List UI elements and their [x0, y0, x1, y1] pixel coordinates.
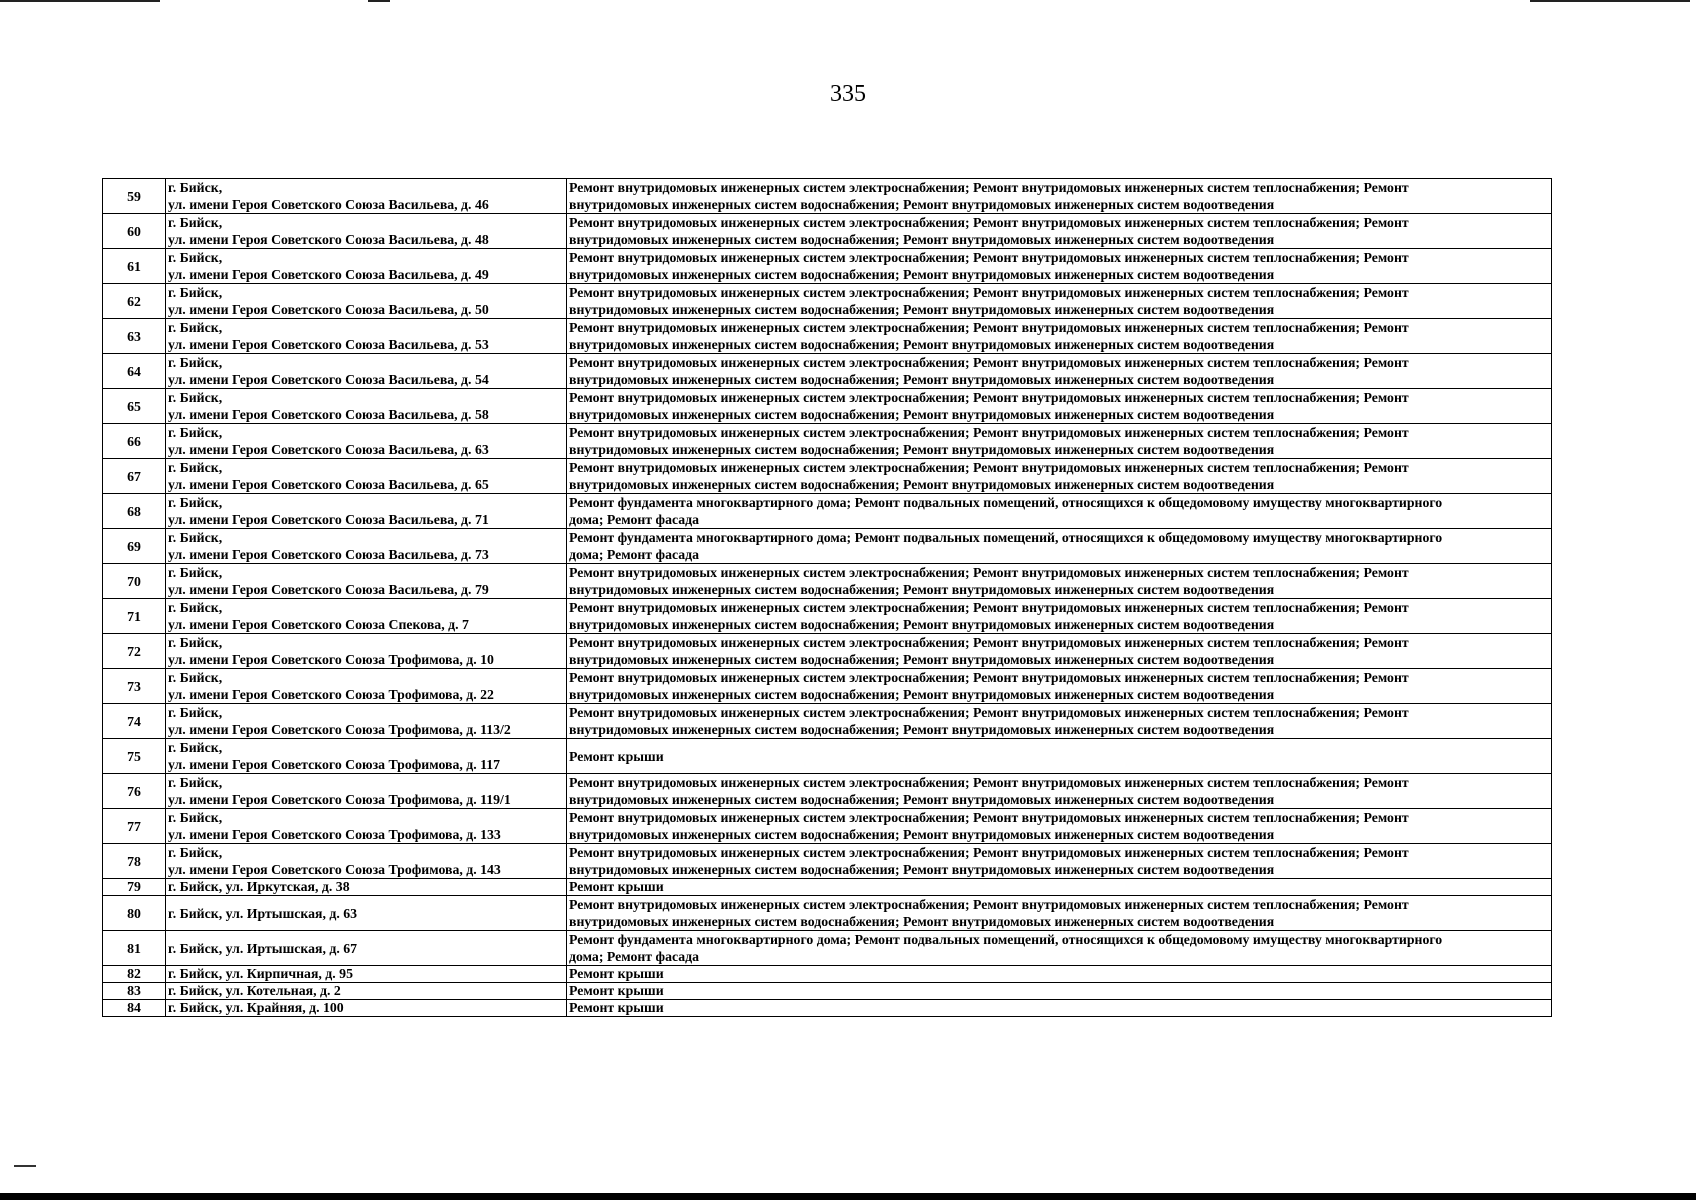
address-line-city: г. Бийск,	[168, 460, 223, 475]
repair-works-line: Ремонт внутридомовых инженерных систем электроснабжения; Ремонт внутридомовых инженерных систем теплоснабжения; Ремонт	[569, 635, 1409, 650]
repair-works-line: внутридомовых инженерных систем водоснабжения; Ремонт внутридомовых инженерных систем водоотведения	[569, 197, 1275, 212]
address-cell	[166, 896, 567, 931]
address-line-city: г. Бийск,	[168, 250, 223, 265]
repair-works-cell	[567, 214, 1552, 249]
address-line-street: ул. имени Героя Советского Союза Васильева, д. 71	[168, 512, 489, 527]
repair-works-line: внутридомовых инженерных систем водоснабжения; Ремонт внутридомовых инженерных систем водоотведения	[569, 792, 1275, 807]
row-number: 79	[103, 879, 166, 896]
repair-works-line: Ремонт внутридомовых инженерных систем электроснабжения; Ремонт внутридомовых инженерных систем теплоснабжения; Ремонт	[569, 600, 1409, 615]
repair-works-line: Ремонт внутридомовых инженерных систем электроснабжения; Ремонт внутридомовых инженерных систем теплоснабжения; Ремонт	[569, 180, 1409, 195]
repair-works-line: внутридомовых инженерных систем водоснабжения; Ремонт внутридомовых инженерных систем водоотведения	[569, 302, 1275, 317]
row-number: 81	[103, 931, 166, 966]
table-row	[103, 389, 1552, 424]
page-number: 335	[830, 81, 866, 107]
address-cell	[166, 249, 567, 284]
repair-works-line: внутридомовых инженерных систем водоснабжения; Ремонт внутридомовых инженерных систем водоотведения	[569, 407, 1275, 422]
table-row	[103, 634, 1552, 669]
row-number: 66	[103, 424, 166, 459]
table-row	[103, 879, 1552, 896]
address-cell	[166, 844, 567, 879]
repair-works-line: Ремонт внутридомовых инженерных систем электроснабжения; Ремонт внутридомовых инженерных систем теплоснабжения; Ремонт	[569, 215, 1409, 230]
address-line-street: ул. имени Героя Советского Союза Васильева, д. 48	[168, 232, 489, 247]
row-number: 80	[103, 896, 166, 931]
address-line-city: г. Бийск, ул. Иртышская, д. 67	[168, 940, 358, 956]
address-line-street: ул. имени Героя Советского Союза Васильева, д. 53	[168, 337, 489, 352]
address-line-street: ул. имени Героя Советского Союза Спекова, д. 7	[168, 617, 469, 632]
repair-works-line: внутридомовых инженерных систем водоснабжения; Ремонт внутридомовых инженерных систем водоотведения	[569, 827, 1275, 842]
address-line-city: г. Бийск,	[168, 635, 223, 650]
address-cell	[166, 1000, 567, 1017]
repair-works-line: внутридомовых инженерных систем водоснабжения; Ремонт внутридомовых инженерных систем водоотведения	[569, 442, 1275, 457]
repair-works-cell	[567, 354, 1552, 389]
repair-works-line: Ремонт внутридомовых инженерных систем электроснабжения; Ремонт внутридомовых инженерных систем теплоснабжения; Ремонт	[569, 320, 1409, 335]
repair-works-line: Ремонт внутридомовых инженерных систем электроснабжения; Ремонт внутридомовых инженерных систем теплоснабжения; Ремонт	[569, 285, 1409, 300]
row-number: 72	[103, 634, 166, 669]
address-cell	[166, 389, 567, 424]
address-line-street: ул. имени Героя Советского Союза Трофимова, д. 117	[168, 757, 501, 772]
repair-works-line: внутридомовых инженерных систем водоснабжения; Ремонт внутридомовых инженерных систем водоотведения	[569, 337, 1275, 352]
repair-works-cell	[567, 389, 1552, 424]
table-row	[103, 844, 1552, 879]
address-line-street: ул. имени Героя Советского Союза Трофимова, д. 119/1	[168, 792, 511, 807]
repair-works-cell	[567, 494, 1552, 529]
repair-works-cell	[567, 774, 1552, 809]
address-cell	[166, 529, 567, 564]
scan-edge-line	[0, 0, 160, 2]
repair-works-cell	[567, 966, 1552, 983]
repair-works-cell	[567, 809, 1552, 844]
address-cell	[166, 354, 567, 389]
row-number: 61	[103, 249, 166, 284]
repair-works-cell	[567, 424, 1552, 459]
repair-works-line: Ремонт внутридомовых инженерных систем электроснабжения; Ремонт внутридомовых инженерных систем теплоснабжения; Ремонт	[569, 355, 1409, 370]
repair-works-line: Ремонт внутридомовых инженерных систем электроснабжения; Ремонт внутридомовых инженерных систем теплоснабжения; Ремонт	[569, 775, 1409, 790]
table-row	[103, 896, 1552, 931]
address-line-city: г. Бийск, ул. Крайняя, д. 100	[168, 1000, 344, 1015]
repair-works-cell	[567, 931, 1552, 966]
repair-works-line: Ремонт внутридомовых инженерных систем электроснабжения; Ремонт внутридомовых инженерных систем теплоснабжения; Ремонт	[569, 897, 1409, 912]
address-line-street: ул. имени Героя Советского Союза Васильева, д. 65	[168, 477, 489, 492]
row-number: 65	[103, 389, 166, 424]
registry-table-body	[103, 179, 1552, 1017]
repair-works-line: Ремонт фундамента многоквартирного дома; Ремонт подвальных помещений, относящихся к общедомовому имуществу многоквартирного	[569, 530, 1443, 545]
address-line-city: г. Бийск, ул. Иркутская, д. 38	[168, 879, 350, 894]
address-cell	[166, 459, 567, 494]
row-number: 73	[103, 669, 166, 704]
repair-works-line: внутридомовых инженерных систем водоснабжения; Ремонт внутридомовых инженерных систем водоотведения	[569, 862, 1275, 877]
table-row	[103, 354, 1552, 389]
address-line-street: ул. имени Героя Советского Союза Трофимова, д. 143	[168, 862, 501, 877]
repair-works-line: Ремонт крыши	[569, 748, 664, 764]
repair-works-line: дома; Ремонт фасада	[569, 547, 700, 562]
repair-works-line: Ремонт внутридомовых инженерных систем электроснабжения; Ремонт внутридомовых инженерных систем теплоснабжения; Ремонт	[569, 565, 1409, 580]
address-cell	[166, 564, 567, 599]
table-row	[103, 249, 1552, 284]
repair-works-cell	[567, 844, 1552, 879]
repair-works-line: Ремонт крыши	[569, 983, 664, 998]
table-row	[103, 739, 1552, 774]
address-cell	[166, 809, 567, 844]
table-row	[103, 529, 1552, 564]
repair-works-line: внутридомовых инженерных систем водоснабжения; Ремонт внутридомовых инженерных систем водоотведения	[569, 687, 1275, 702]
address-line-city: г. Бийск,	[168, 775, 223, 790]
row-number: 62	[103, 284, 166, 319]
repair-works-line: внутридомовых инженерных систем водоснабжения; Ремонт внутридомовых инженерных систем водоотведения	[569, 914, 1275, 929]
address-cell	[166, 634, 567, 669]
row-number: 64	[103, 354, 166, 389]
repair-works-line: Ремонт внутридомовых инженерных систем электроснабжения; Ремонт внутридомовых инженерных систем теплоснабжения; Ремонт	[569, 705, 1409, 720]
repair-works-line: Ремонт внутридомовых инженерных систем электроснабжения; Ремонт внутридомовых инженерных систем теплоснабжения; Ремонт	[569, 845, 1409, 860]
address-line-city: г. Бийск,	[168, 565, 223, 580]
address-cell	[166, 599, 567, 634]
table-row	[103, 284, 1552, 319]
repair-works-line: Ремонт внутридомовых инженерных систем электроснабжения; Ремонт внутридомовых инженерных систем теплоснабжения; Ремонт	[569, 810, 1409, 825]
address-line-street: ул. имени Героя Советского Союза Васильева, д. 58	[168, 407, 489, 422]
repair-works-cell	[567, 249, 1552, 284]
address-cell	[166, 214, 567, 249]
address-cell	[166, 179, 567, 214]
row-number: 68	[103, 494, 166, 529]
table-row	[103, 319, 1552, 354]
repair-works-line: дома; Ремонт фасада	[569, 949, 700, 964]
address-cell	[166, 931, 567, 966]
address-line-street: ул. имени Героя Советского Союза Васильева, д. 54	[168, 372, 489, 387]
address-line-street: ул. имени Героя Советского Союза Васильева, д. 73	[168, 547, 489, 562]
repair-works-cell	[567, 669, 1552, 704]
table-row	[103, 599, 1552, 634]
address-line-street: ул. имени Героя Советского Союза Трофимова, д. 22	[168, 687, 494, 702]
repair-works-cell	[567, 599, 1552, 634]
repair-works-line: Ремонт крыши	[569, 879, 664, 894]
address-cell	[166, 774, 567, 809]
row-number: 76	[103, 774, 166, 809]
row-number: 83	[103, 983, 166, 1000]
repair-works-cell	[567, 983, 1552, 1000]
row-number: 60	[103, 214, 166, 249]
table-row	[103, 424, 1552, 459]
repair-works-cell	[567, 739, 1552, 774]
row-number: 59	[103, 179, 166, 214]
address-cell	[166, 669, 567, 704]
row-number: 75	[103, 739, 166, 774]
address-line-city: г. Бийск,	[168, 355, 223, 370]
repair-works-cell	[567, 319, 1552, 354]
repair-works-line: Ремонт крыши	[569, 1000, 664, 1015]
address-cell	[166, 879, 567, 896]
scan-bottom-edge	[0, 1193, 1696, 1200]
address-line-street: ул. имени Героя Советского Союза Васильева, д. 46	[168, 197, 489, 212]
row-number: 70	[103, 564, 166, 599]
address-cell	[166, 284, 567, 319]
address-cell	[166, 424, 567, 459]
address-cell	[166, 739, 567, 774]
address-line-street: ул. имени Героя Советского Союза Васильева, д. 50	[168, 302, 489, 317]
scan-edge-line	[368, 0, 390, 2]
table-row	[103, 774, 1552, 809]
row-number: 78	[103, 844, 166, 879]
table-row	[103, 564, 1552, 599]
table-row	[103, 966, 1552, 983]
address-line-city: г. Бийск,	[168, 495, 223, 510]
repair-works-cell	[567, 564, 1552, 599]
repair-works-line: внутридомовых инженерных систем водоснабжения; Ремонт внутридомовых инженерных систем водоотведения	[569, 232, 1275, 247]
address-line-city: г. Бийск, ул. Котельная, д. 2	[168, 983, 341, 998]
repair-works-line: дома; Ремонт фасада	[569, 512, 700, 527]
repair-works-cell	[567, 1000, 1552, 1017]
address-line-city: г. Бийск,	[168, 845, 223, 860]
repair-works-line: Ремонт внутридомовых инженерных систем электроснабжения; Ремонт внутридомовых инженерных систем теплоснабжения; Ремонт	[569, 670, 1409, 685]
table-row	[103, 809, 1552, 844]
table-row	[103, 459, 1552, 494]
address-cell	[166, 966, 567, 983]
repair-works-line: Ремонт внутридомовых инженерных систем электроснабжения; Ремонт внутридомовых инженерных систем теплоснабжения; Ремонт	[569, 425, 1409, 440]
repair-works-cell	[567, 459, 1552, 494]
table-row	[103, 931, 1552, 966]
address-cell	[166, 983, 567, 1000]
address-cell	[166, 494, 567, 529]
address-line-street: ул. имени Героя Советского Союза Васильева, д. 63	[168, 442, 489, 457]
repair-works-cell	[567, 529, 1552, 564]
scan-margin-mark	[14, 1165, 36, 1167]
table-row	[103, 983, 1552, 1000]
repair-works-cell	[567, 179, 1552, 214]
address-cell	[166, 704, 567, 739]
repair-works-line: внутридомовых инженерных систем водоснабжения; Ремонт внутридомовых инженерных систем водоотведения	[569, 722, 1275, 737]
repair-works-line: Ремонт внутридомовых инженерных систем электроснабжения; Ремонт внутридомовых инженерных систем теплоснабжения; Ремонт	[569, 460, 1409, 475]
address-line-city: г. Бийск,	[168, 530, 223, 545]
row-number: 67	[103, 459, 166, 494]
row-number: 69	[103, 529, 166, 564]
address-line-city: г. Бийск,	[168, 740, 223, 755]
address-line-street: ул. имени Героя Советского Союза Трофимова, д. 133	[168, 827, 501, 842]
repair-works-line: внутридомовых инженерных систем водоснабжения; Ремонт внутридомовых инженерных систем водоотведения	[569, 477, 1275, 492]
row-number: 82	[103, 966, 166, 983]
repair-works-cell	[567, 284, 1552, 319]
repair-works-line: внутридомовых инженерных систем водоснабжения; Ремонт внутридомовых инженерных систем водоотведения	[569, 617, 1275, 632]
repair-works-line: Ремонт внутридомовых инженерных систем электроснабжения; Ремонт внутридомовых инженерных систем теплоснабжения; Ремонт	[569, 390, 1409, 405]
row-number: 71	[103, 599, 166, 634]
address-line-city: г. Бийск, ул. Кирпичная, д. 95	[168, 966, 353, 981]
repair-works-line: Ремонт внутридомовых инженерных систем электроснабжения; Ремонт внутридомовых инженерных систем теплоснабжения; Ремонт	[569, 250, 1409, 265]
address-line-city: г. Бийск,	[168, 180, 223, 195]
repair-works-cell	[567, 704, 1552, 739]
table-row	[103, 179, 1552, 214]
address-line-city: г. Бийск,	[168, 285, 223, 300]
address-line-street: ул. имени Героя Советского Союза Васильева, д. 79	[168, 582, 489, 597]
row-number: 84	[103, 1000, 166, 1017]
repair-works-line: Ремонт фундамента многоквартирного дома; Ремонт подвальных помещений, относящихся к общедомовому имуществу многоквартирного	[569, 932, 1443, 947]
address-line-street: ул. имени Героя Советского Союза Васильева, д. 49	[168, 267, 489, 282]
repair-works-cell	[567, 879, 1552, 896]
repair-works-line: Ремонт крыши	[569, 966, 664, 981]
address-line-city: г. Бийск, ул. Иртышская, д. 63	[168, 905, 358, 921]
repair-works-line: внутридомовых инженерных систем водоснабжения; Ремонт внутридомовых инженерных систем водоотведения	[569, 652, 1275, 667]
scan-edge-line	[1530, 0, 1690, 2]
address-cell	[166, 319, 567, 354]
row-number: 74	[103, 704, 166, 739]
table-row	[103, 1000, 1552, 1017]
address-line-city: г. Бийск,	[168, 215, 223, 230]
repair-works-cell	[567, 634, 1552, 669]
table-row	[103, 214, 1552, 249]
address-line-city: г. Бийск,	[168, 670, 223, 685]
repair-works-line: внутридомовых инженерных систем водоснабжения; Ремонт внутридомовых инженерных систем водоотведения	[569, 267, 1275, 282]
address-line-city: г. Бийск,	[168, 425, 223, 440]
repair-works-line: внутридомовых инженерных систем водоснабжения; Ремонт внутридомовых инженерных систем водоотведения	[569, 372, 1275, 387]
table-row	[103, 669, 1552, 704]
address-line-city: г. Бийск,	[168, 600, 223, 615]
row-number: 77	[103, 809, 166, 844]
repair-works-line: Ремонт фундамента многоквартирного дома; Ремонт подвальных помещений, относящихся к общедомовому имуществу многоквартирного	[569, 495, 1443, 510]
table-row	[103, 494, 1552, 529]
address-line-city: г. Бийск,	[168, 705, 223, 720]
address-line-street: ул. имени Героя Советского Союза Трофимова, д. 10	[168, 652, 494, 667]
table-row	[103, 704, 1552, 739]
address-line-city: г. Бийск,	[168, 320, 223, 335]
repair-works-cell	[567, 896, 1552, 931]
row-number: 63	[103, 319, 166, 354]
address-line-city: г. Бийск,	[168, 390, 223, 405]
address-line-city: г. Бийск,	[168, 810, 223, 825]
address-line-street: ул. имени Героя Советского Союза Трофимова, д. 113/2	[168, 722, 511, 737]
repair-works-line: внутридомовых инженерных систем водоснабжения; Ремонт внутридомовых инженерных систем водоотведения	[569, 582, 1275, 597]
repair-registry-table	[102, 178, 1552, 1017]
